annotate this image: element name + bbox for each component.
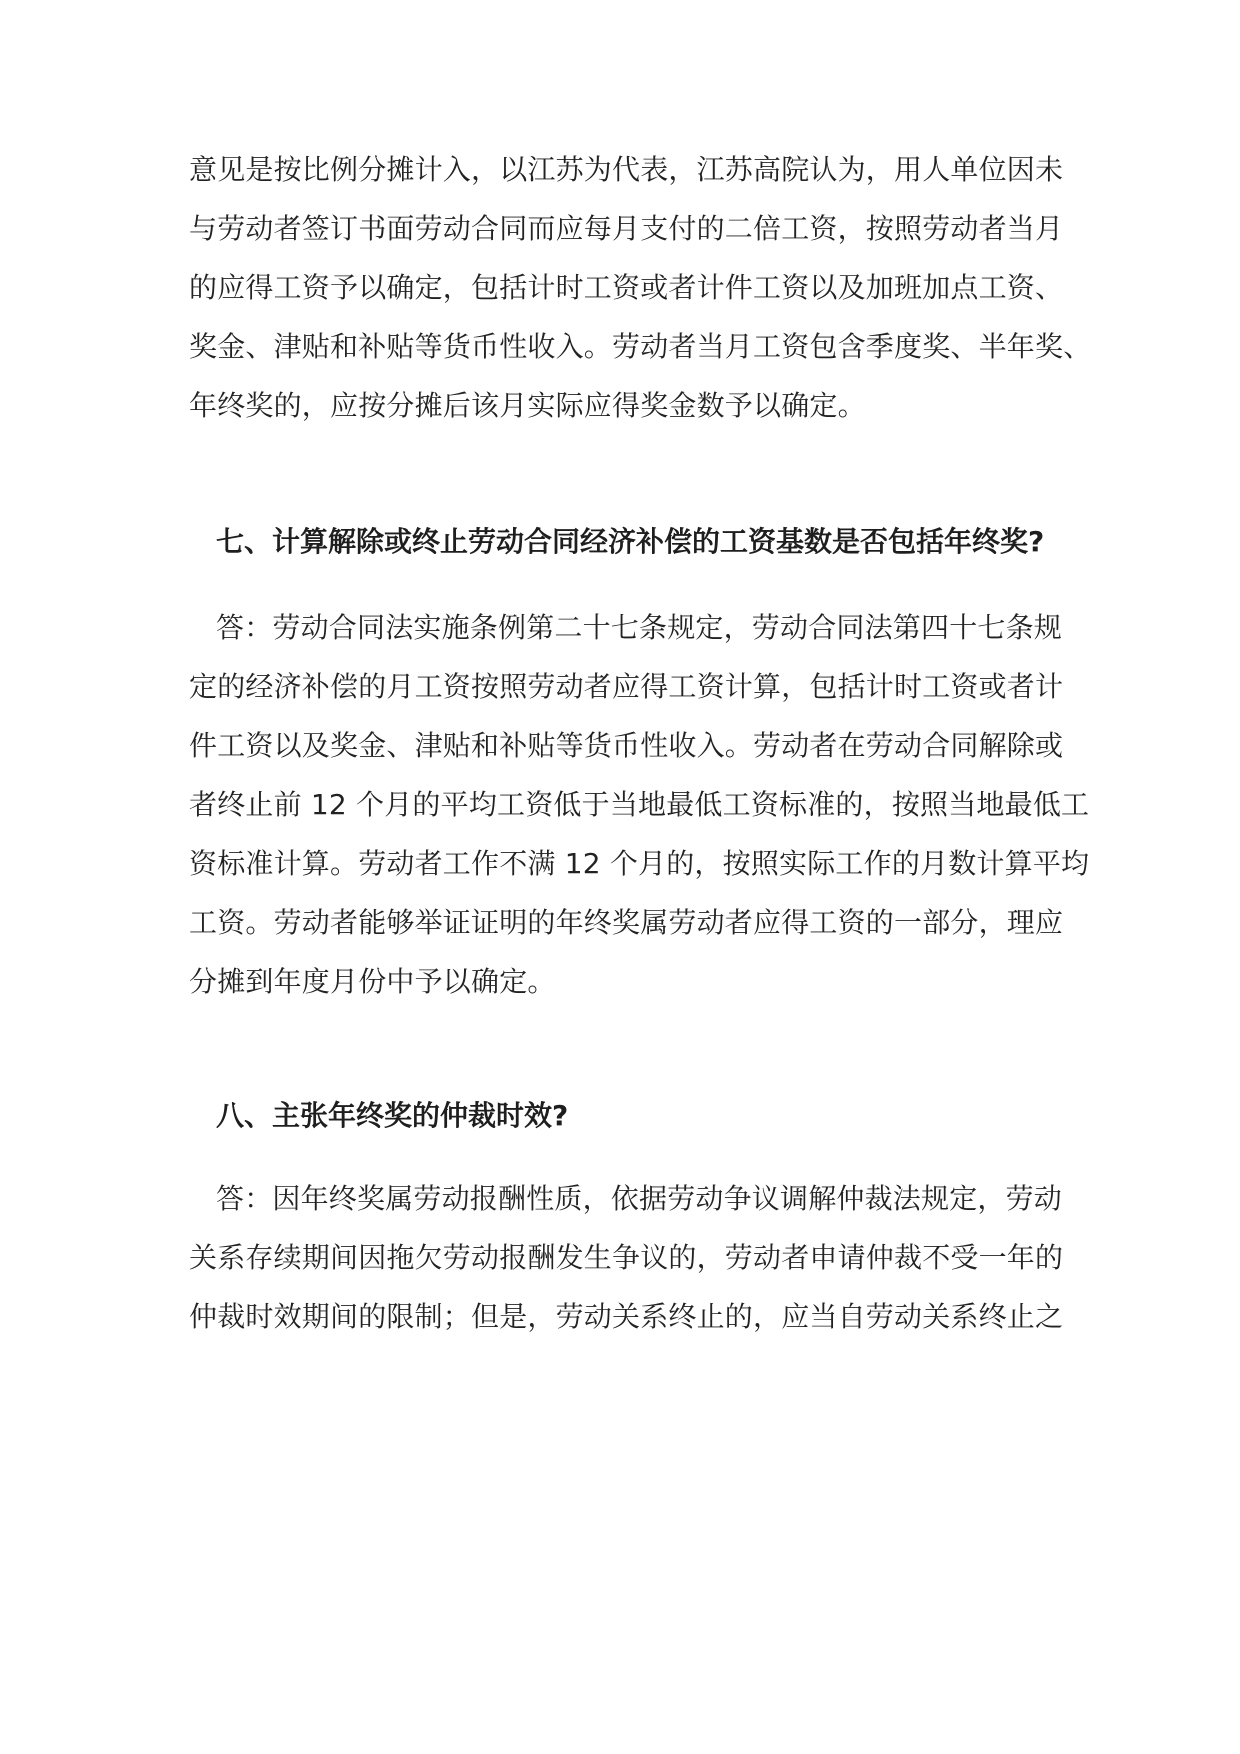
paragraph-line: 关系存续期间因拖欠劳动报酬发生争议的，劳动者申请仲裁不受一年的 (189, 1241, 1064, 1274)
paragraph-line: 与劳动者签订书面劳动合同而应每月支付的二倍工资，按照劳动者当月 (189, 212, 1064, 245)
section-heading: 七、计算解除或终止劳动合同经济补偿的工资基数是否包括年终奖? (216, 525, 1045, 558)
paragraph-line: 答：因年终奖属劳动报酬性质，依据劳动争议调解仲裁法规定，劳动 (216, 1182, 1063, 1215)
paragraph-line: 件工资以及奖金、津贴和补贴等货币性收入。劳动者在劳动合同解除或 (189, 729, 1064, 762)
paragraph-line: 答：劳动合同法实施条例第二十七条规定，劳动合同法第四十七条规 (216, 611, 1063, 644)
section-heading: 八、主张年终奖的仲裁时效? (216, 1099, 569, 1132)
paragraph-line: 年终奖的，应按分摊后该月实际应得奖金数予以确定。 (189, 389, 866, 422)
paragraph-line: 的应得工资予以确定，包括计时工资或者计件工资以及加班加点工资、 (189, 271, 1064, 304)
paragraph-line: 资标准计算。劳动者工作不满 12 个月的，按照实际工作的月数计算平均 (189, 847, 1090, 880)
paragraph-line: 奖金、津贴和补贴等货币性收入。劳动者当月工资包含季度奖、半年奖、 (189, 330, 1092, 363)
paragraph-line: 分摊到年度月份中予以确定。 (189, 965, 556, 998)
paragraph-line: 定的经济补偿的月工资按照劳动者应得工资计算，包括计时工资或者计 (189, 670, 1064, 703)
paragraph-line: 工资。劳动者能够举证证明的年终奖属劳动者应得工资的一部分，理应 (189, 906, 1064, 939)
paragraph-line: 仲裁时效期间的限制；但是，劳动关系终止的，应当自劳动关系终止之 (189, 1300, 1064, 1333)
paragraph-line: 意见是按比例分摊计入，以江苏为代表，江苏高院认为，用人单位因未 (189, 153, 1064, 186)
paragraph-line: 者终止前 12 个月的平均工资低于当地最低工资标准的，按照当地最低工 (189, 788, 1090, 821)
